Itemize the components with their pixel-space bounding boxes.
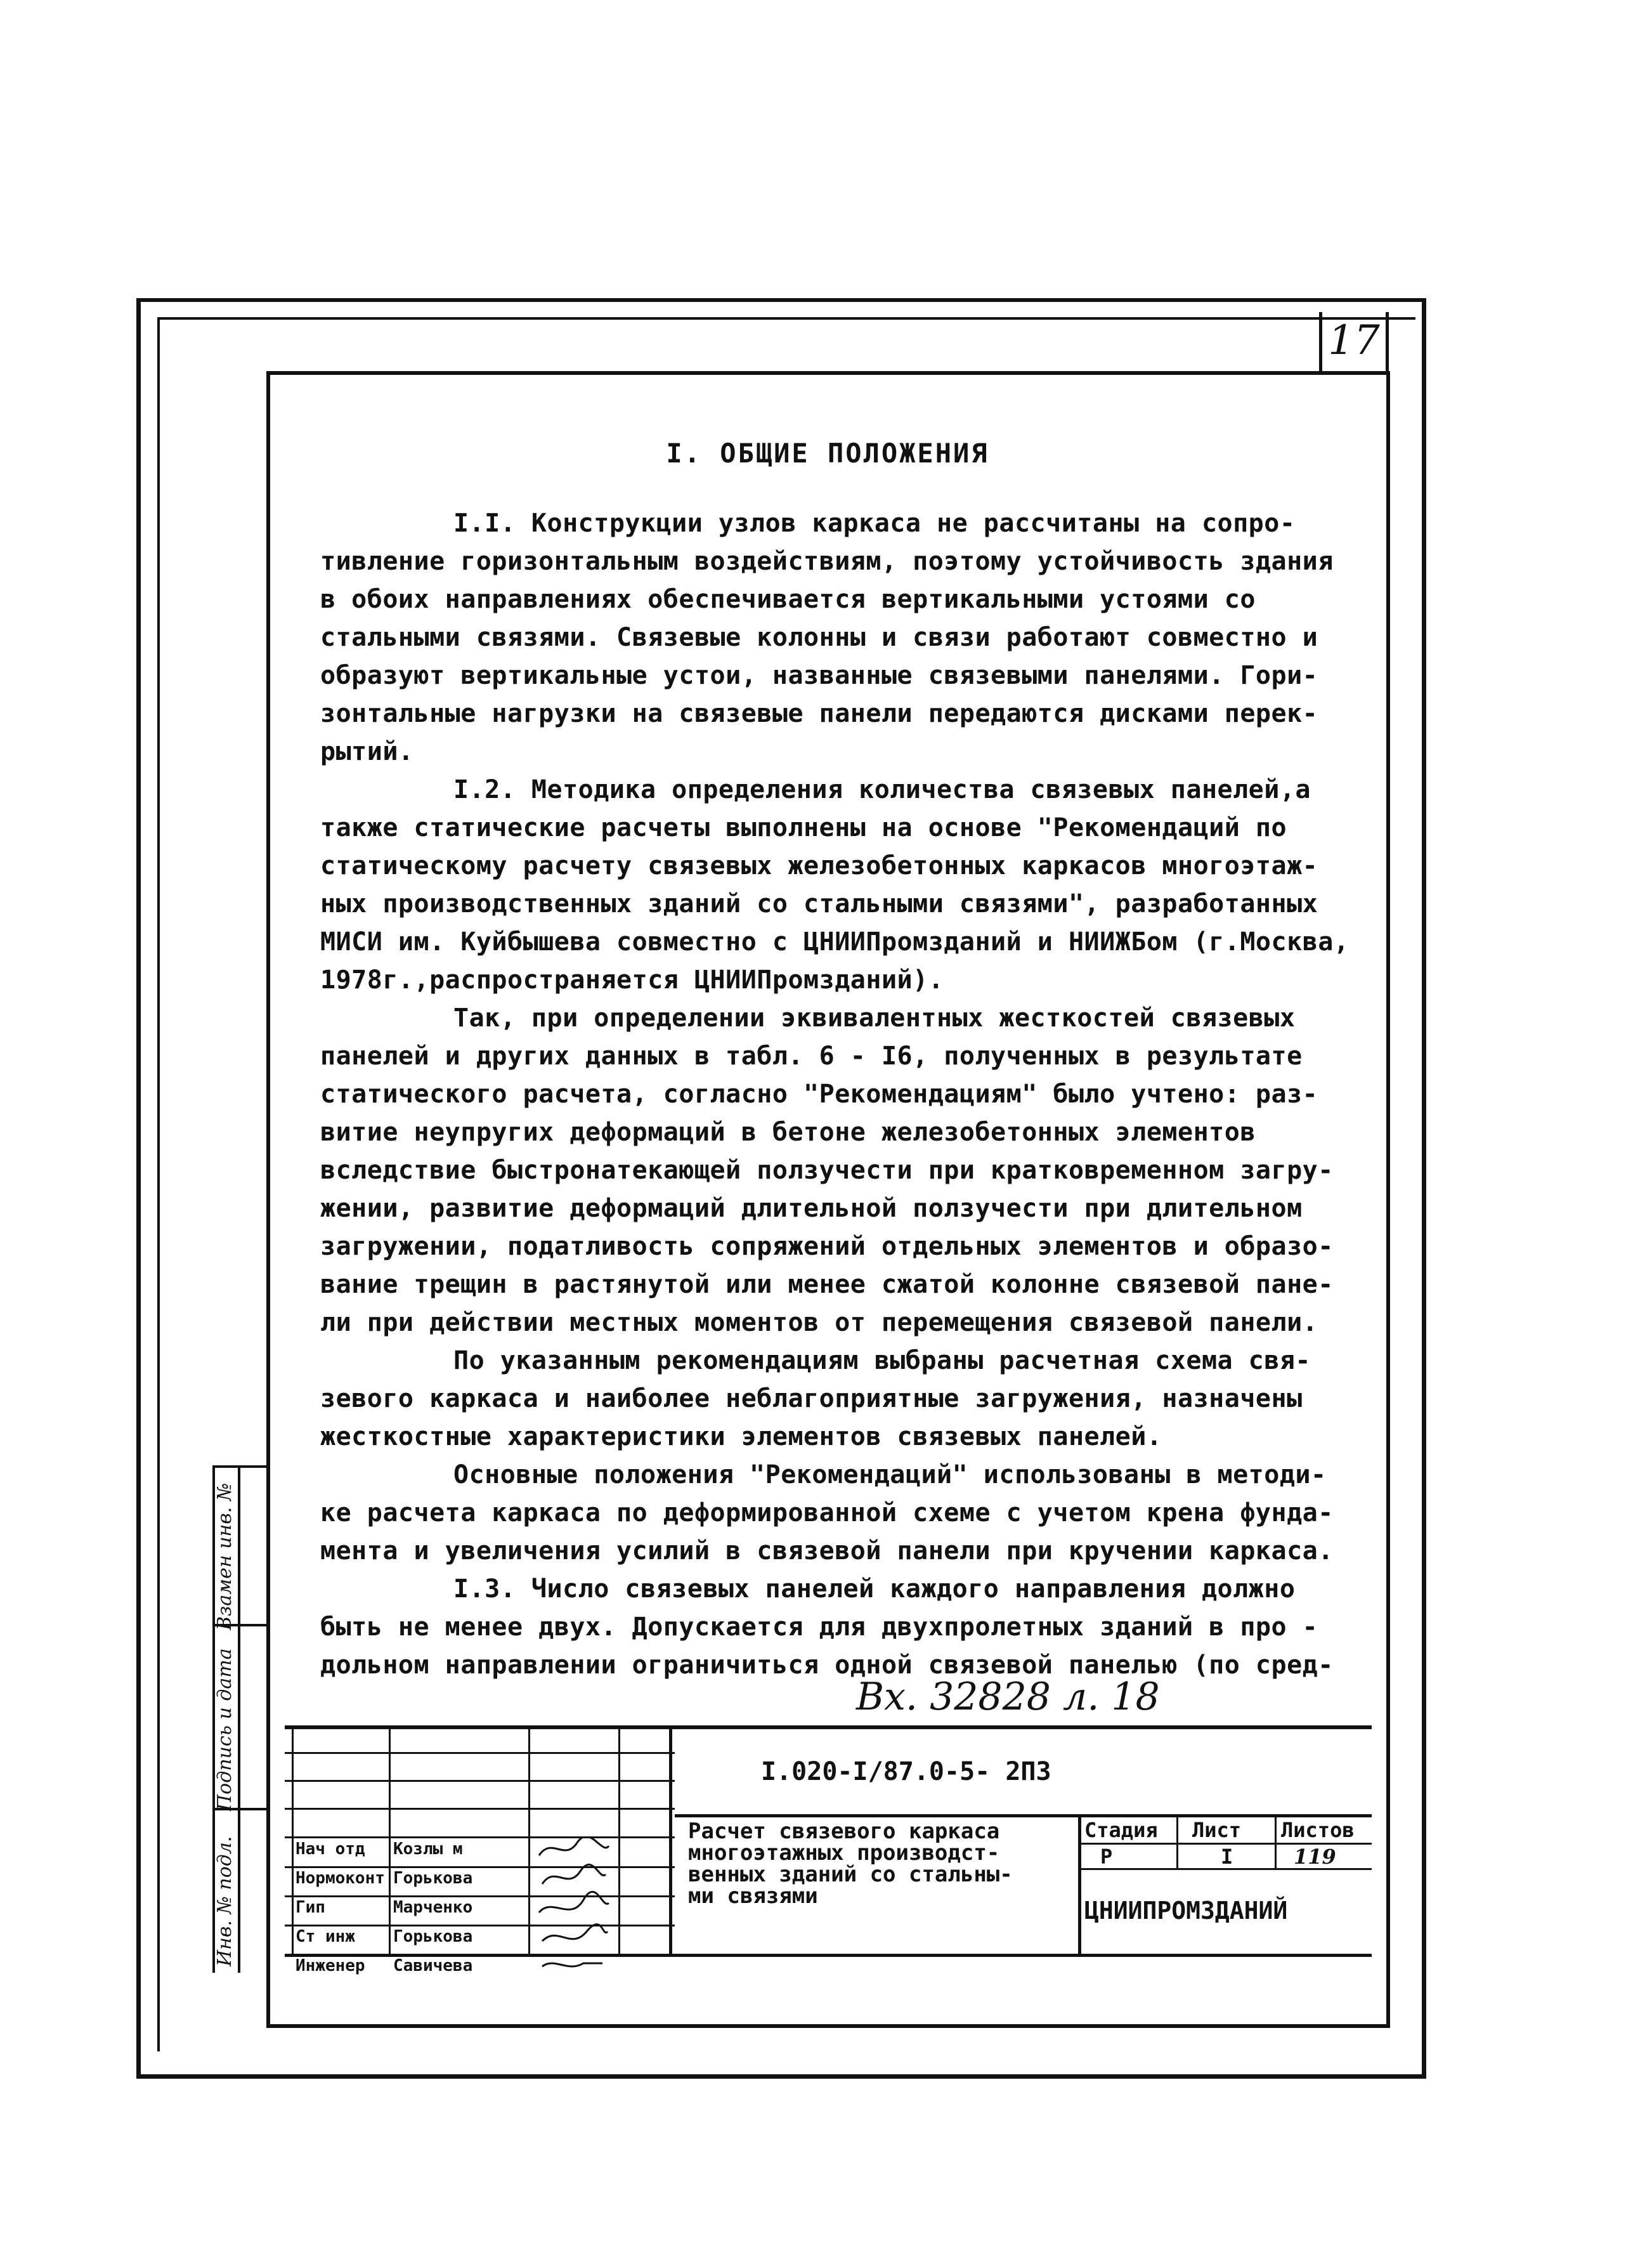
body-line: дольном направлении ограничиться одной связевой панелью (по сред-	[320, 1651, 1334, 1680]
sheets-value: 119	[1294, 1845, 1336, 1869]
grid-line	[285, 1925, 675, 1926]
body-line: витие неупругих деформаций в бетоне железобетонных элементов	[320, 1118, 1256, 1147]
role-name: Савичева	[393, 1956, 473, 1975]
inv-no-label: Инв. № подл.	[214, 1836, 236, 1966]
stage-header: Стадия	[1084, 1818, 1158, 1842]
grid-line	[285, 1808, 675, 1810]
body-line: зевого каркаса и наиболее неблагоприятные загружения, назначены	[320, 1384, 1303, 1413]
grid-line	[292, 1725, 294, 1954]
grid-line	[285, 1752, 675, 1754]
signatures	[533, 1836, 615, 1982]
role-label: Гип	[296, 1898, 325, 1917]
body-line: I.3. Число связевых панелей каждого направления должно	[453, 1574, 1296, 1604]
grid-line	[1176, 1814, 1178, 1868]
body-line: вание трещин в растянутой или менее сжатой колонне связевой пане-	[320, 1270, 1334, 1299]
body-line: Основные положения "Рекомендаций" использованы в методи-	[453, 1460, 1327, 1489]
document-title	[688, 1821, 1069, 1907]
body-line: ке расчета каркаса по деформированной схеме с учетом крена фунда-	[320, 1498, 1334, 1527]
role-name: Горькова	[393, 1869, 473, 1888]
body-line: ли при действии местных моментов от перемещения связевой панели.	[320, 1308, 1318, 1337]
body-line: зонтальные нагрузки на связевые панели передаются дисками перек-	[320, 699, 1318, 728]
body-line: I.I. Конструкции узлов каркаса не рассчитаны на сопро-	[453, 509, 1296, 538]
role-label: Ст инж	[296, 1927, 355, 1946]
section-title: I. ОБЩИЕ ПОЛОЖЕНИЯ	[666, 438, 989, 469]
strip-line-1	[212, 1624, 266, 1626]
role-label: Нач отд	[296, 1840, 365, 1859]
sign-date-label: Подпись и дата	[214, 1648, 236, 1811]
role-label: Инженер	[296, 1956, 365, 1975]
body-line: быть не менее двух. Допускается для двухпролетных зданий в про -	[320, 1612, 1318, 1642]
grid-line	[528, 1725, 530, 1954]
grid-line	[389, 1725, 391, 1954]
body-text	[320, 504, 1350, 1684]
grid-line	[1275, 1814, 1277, 1868]
document-title-line: ми связями	[688, 1883, 818, 1909]
body-line: жесткостные характеристики элементов связевых панелей.	[320, 1422, 1162, 1451]
stage-value: Р	[1100, 1845, 1113, 1869]
grid-line	[675, 1814, 1372, 1817]
body-line: панелей и других данных в табл. 6 - I6, полученных в результате	[320, 1042, 1303, 1071]
replace-inv-label: Взамен инв. №	[214, 1482, 236, 1630]
grid-line	[618, 1725, 620, 1954]
strip-line-left	[212, 1465, 215, 1973]
body-line: в обоих направлениях обеспечивается вертикальными устоями со	[320, 585, 1256, 614]
body-line: Так, при определении эквивалентных жесткостей связевых	[453, 1004, 1296, 1033]
grid-line	[285, 1895, 675, 1897]
body-line: стальными связями. Связевые колонны и связи работают совместно и	[320, 623, 1318, 652]
body-line: 1978г.,распространяется ЦНИИПромзданий).	[320, 965, 944, 995]
sheets-header: Листов	[1281, 1818, 1355, 1842]
grid-line	[1078, 1814, 1081, 1954]
page-frame-bottom	[136, 2074, 1426, 2079]
strip-line-2	[212, 1808, 266, 1810]
body-line: I.2. Методика определения количества связевых панелей,а	[453, 775, 1311, 804]
body-line: По указанным рекомендациям выбраны расчетная схема свя-	[453, 1346, 1311, 1375]
incoming-registration-note: Вх. 32828 л. 18	[856, 1675, 1160, 1719]
organization: ЦНИИПРОМЗДАНИЙ	[1084, 1897, 1288, 1925]
grid-line	[285, 1836, 675, 1838]
body-line: мента и увеличения усилий в связевой панели при кручении каркаса.	[320, 1536, 1334, 1566]
body-line: рытий.	[320, 737, 414, 766]
document-title-line: венных зданий со стальны-	[688, 1862, 1013, 1887]
body-line: статическому расчету связевых железобетонных каркасов многоэтаж-	[320, 851, 1318, 880]
body-line: тивление горизонтальным воздействиям, поэтому устойчивость здания	[320, 547, 1334, 576]
document-title-line: Расчет связевого каркаса	[688, 1819, 1000, 1844]
role-label: Нормоконт	[296, 1869, 385, 1888]
body-line: жении, развитие деформаций длительной ползучести при длительном	[320, 1194, 1303, 1223]
sheet-header: Лист	[1192, 1818, 1242, 1842]
body-line: МИСИ им. Куйбышева совместно с ЦНИИПромзданий и НИИЖБом (г.Москва,	[320, 927, 1350, 957]
document-number: I.020-I/87.0-5- 2ПЗ	[761, 1757, 1051, 1786]
grid-line	[285, 1866, 675, 1868]
grid-line	[669, 1725, 672, 1954]
side-strip	[212, 1465, 269, 1973]
strip-line-mid	[238, 1465, 240, 1973]
body-line: образуют вертикальные устои, названные связевыми панелями. Гори-	[320, 661, 1318, 690]
body-line: вследствие быстронатекающей ползучести при кратковременном загру-	[320, 1156, 1334, 1185]
body-line: статического расчета, согласно "Рекомендациям" было учтено: раз-	[320, 1080, 1318, 1109]
document-title-line: многоэтажных производст-	[688, 1840, 1000, 1866]
body-line: ных производственных зданий со стальными связями", разработанных	[320, 889, 1318, 919]
body-line: загружении, податливость сопряжений отдельных элементов и образо-	[320, 1232, 1334, 1261]
body-line: также статические расчеты выполнены на основе "Рекомендаций по	[320, 813, 1287, 842]
page-number: 17	[1319, 312, 1389, 374]
grid-line	[285, 1780, 675, 1782]
role-name: Козлы м	[393, 1840, 463, 1859]
sheet-value: I	[1221, 1845, 1233, 1869]
strip-line-top	[212, 1465, 266, 1468]
role-name: Марченко	[393, 1898, 473, 1917]
role-name: Горькова	[393, 1927, 473, 1946]
